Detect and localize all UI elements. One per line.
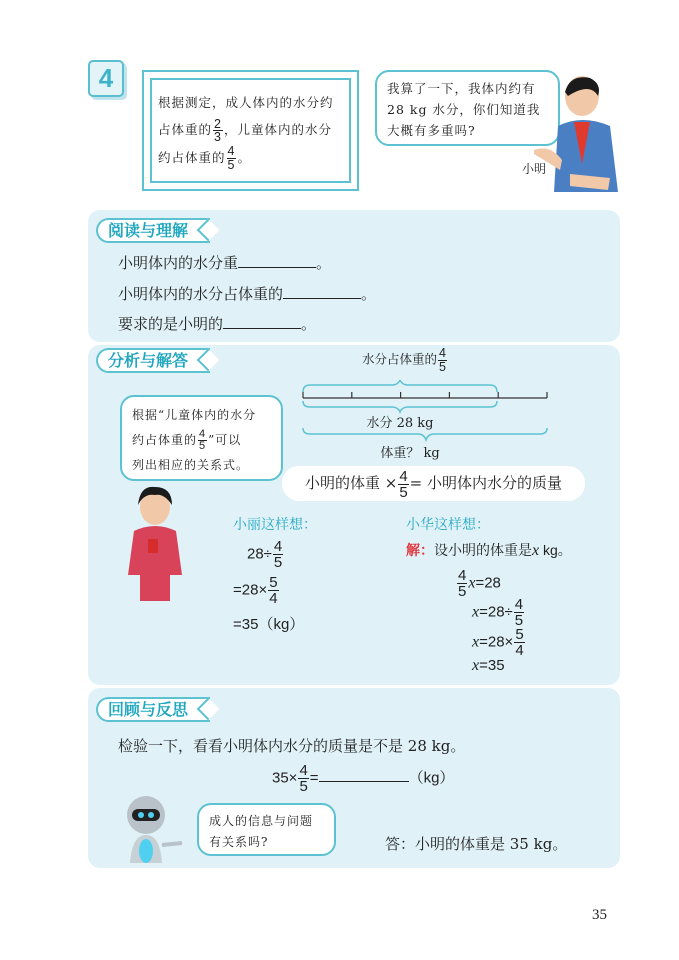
robot-illustration xyxy=(122,795,188,863)
fraction: $\frac{4}{5}$ xyxy=(199,428,207,452)
xiaoli-step-1: 28÷ $\frac{4}{5}$ xyxy=(247,538,283,571)
final-answer: 答：小明的体重是 35 kg。 xyxy=(385,835,568,853)
xiaohua-eq-4: x=35 xyxy=(472,657,505,674)
reading-line-1: 小明体内的水分重 。 xyxy=(118,254,332,272)
segment-diagram xyxy=(300,380,550,442)
answer-blank[interactable] xyxy=(238,254,316,268)
xiaohua-eq-1: $\frac{4}{5}$ x=28 xyxy=(458,567,501,600)
problem-box xyxy=(142,70,359,191)
answer-blank[interactable] xyxy=(283,285,361,299)
fraction: $\frac{5}{4}$ xyxy=(515,626,524,659)
boy-name-label: 小明 xyxy=(522,162,547,176)
robot-speech-bubble: 成人的信息与问题 有关系吗? xyxy=(197,803,336,856)
fraction: $\frac{4}{5}$ xyxy=(458,567,467,600)
page-number: 35 xyxy=(592,907,607,923)
diagram-top-label: 水分占体重的 $\frac{4}{5}$ xyxy=(362,346,446,374)
xiaoli-heading: 小丽这样想： xyxy=(233,517,317,533)
fraction: $\frac{4}{5}$ xyxy=(273,538,283,571)
section-title-analysis: 分析与解答 xyxy=(96,348,210,373)
xiaoli-step-3: =35（kg） xyxy=(233,616,305,633)
xiaohua-setup: 解：设小明的体重是x kg。 xyxy=(406,542,572,559)
fraction: $\frac{4}{5}$ xyxy=(227,144,236,172)
reading-line-3: 要求的是小明的 。 xyxy=(118,315,317,333)
xiaohua-eq-2: x=28÷ $\frac{4}{5}$ xyxy=(472,596,524,629)
fraction: $\frac{2}{3}$ xyxy=(214,116,222,144)
boy-speech-bubble: 我算了一下，我体内约有 28 kg 水分，你们知道我 大概有多重吗? xyxy=(375,70,560,146)
xiaohua-heading: 小华这样想： xyxy=(406,517,490,533)
review-calculation: 35× $\frac{4}{5}$ = （kg） xyxy=(272,762,455,795)
water-bottom-brace xyxy=(303,401,497,412)
answer-blank[interactable] xyxy=(319,768,409,782)
xiaoli-step-2: =28× $\frac{5}{4}$ xyxy=(233,574,278,607)
water-label: 水分 28 kg xyxy=(366,416,434,431)
problem-line: 约占体重的 $\frac{4}{5}$ 。 xyxy=(158,144,251,172)
section-title-reading: 阅读与理解 xyxy=(96,218,210,243)
fraction: $\frac{4}{5}$ xyxy=(299,762,308,795)
fraction: $\frac{5}{4}$ xyxy=(269,574,278,607)
reading-line-2: 小明体内的水分占体重的 。 xyxy=(118,285,377,303)
fraction: $\frac{4}{5}$ xyxy=(439,346,446,374)
answer-blank[interactable] xyxy=(223,315,301,329)
boy-illustration xyxy=(530,74,625,196)
fraction: $\frac{4}{5}$ xyxy=(399,467,408,501)
xiaohua-eq-3: x=28× $\frac{5}{4}$ xyxy=(472,626,524,659)
girl-illustration xyxy=(122,485,188,607)
problem-line: 占体重的 $\frac{2}{3}$ ，儿童体内的水分 xyxy=(158,116,332,144)
water-top-brace xyxy=(303,380,497,392)
review-check-text: 检验一下，看看小明体内水分的质量是不是 28 kg。 xyxy=(118,737,466,755)
problem-number-badge: 4 xyxy=(88,60,124,97)
relation-formula: 小明的体重 × $\frac{4}{5}$ = 小明体内水分的质量 xyxy=(282,466,585,501)
girl-speech-bubble: 根据“儿童体内的水分 约占体重的 $\frac{4}{5}$ ”可以 列出相应的关系式。 xyxy=(120,395,283,481)
section-title-review: 回顾与反思 xyxy=(96,697,210,722)
fraction: $\frac{4}{5}$ xyxy=(514,596,524,629)
problem-line: 根据测定，成人体内的水分约 xyxy=(158,95,334,110)
weight-label: 体重？ kg xyxy=(380,446,440,461)
